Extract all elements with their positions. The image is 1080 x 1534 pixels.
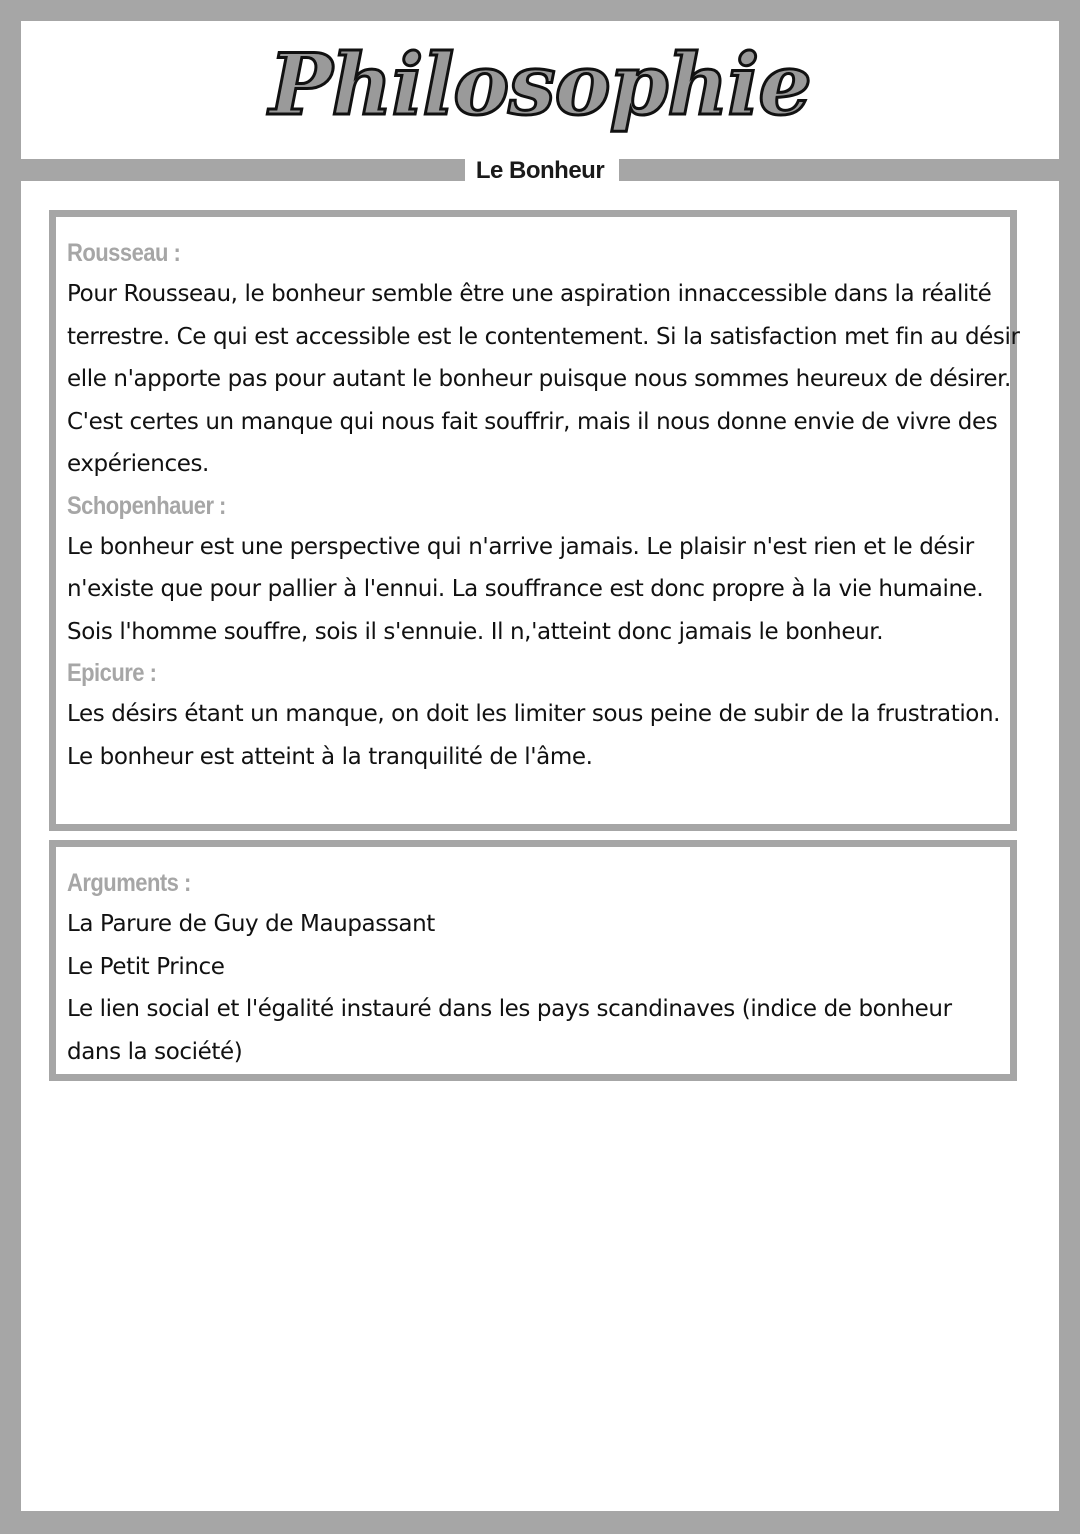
section-text-epicure: Les désirs étant un manque, on doit les limiter sous peine de subir de la frustration. Le bonheur est atteint à la tranquilité de l'âme. — [67, 701, 1001, 770]
argument-item: Le Petit Prince — [67, 953, 225, 980]
arguments-box — [49, 840, 1017, 1081]
page-title: Philosophie — [269, 35, 811, 134]
divider-right — [613, 164, 1059, 178]
section-heading-rousseau: Rousseau : — [67, 239, 181, 267]
header-panel — [21, 21, 1059, 159]
divider-left — [21, 164, 471, 178]
philosophers-box — [49, 210, 1020, 831]
argument-item: Le lien social et l'égalité instauré dans les pays scandinaves (indice de bonheur dans la société) — [67, 996, 952, 1065]
page-subtitle: Le Bonheur — [475, 157, 605, 184]
section-heading-epicure: Epicure : — [67, 659, 157, 687]
section-text-schopenhauer: Le bonheur est une perspective qui n'arrive jamais. Le plaisir n'est rien et le désir n'existe que pour pallier à l'ennui. La souffrance est donc propre à la vie humaine. Sois l'homme souffre, sois il s'ennuie. Il n,'atteint donc jamais le bonheur. — [67, 533, 984, 645]
section-text-rousseau: Pour Rousseau, le bonheur semble être une aspiration innaccessible dans la réalité terrestre. Ce qui est accessible est le contentement. Si la satisfaction met fin au désir elle n'apporte pas pour autant le bonheur puisque nous sommes heureux de désirer. C'est certes un manque qui nous fait souffrir, mais il nous donne envie de vivre des expériences. — [67, 281, 1020, 477]
argument-item: La Parure de Guy de Maupassant — [67, 911, 435, 937]
arguments-heading: Arguments : — [67, 869, 191, 897]
section-heading-schopenhauer: Schopenhauer : — [67, 491, 226, 520]
